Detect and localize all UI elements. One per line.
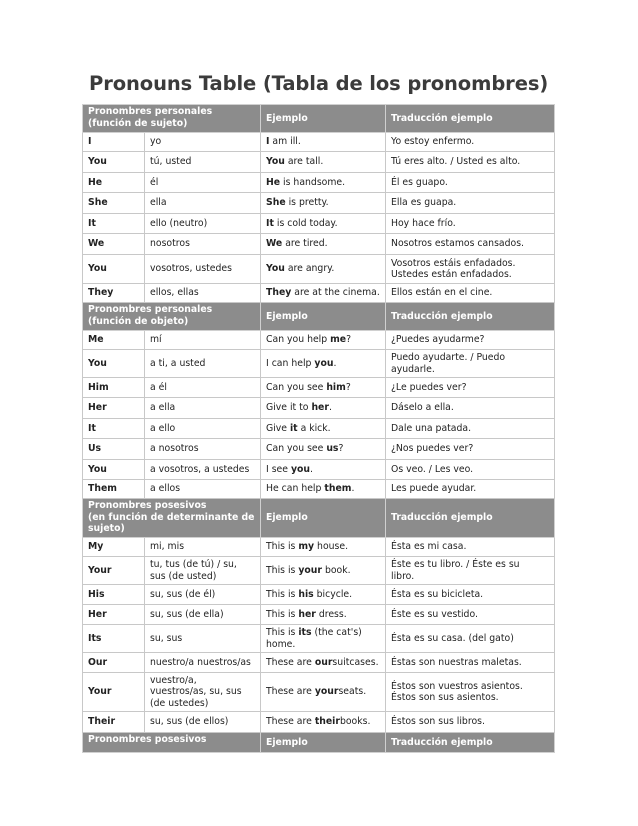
cell-text: their [314,716,340,728]
cell-text: me [330,334,347,346]
pronoun-cell: Her [83,398,145,419]
page-title: Pronouns Table (Tabla de los pronombres) [89,72,549,95]
section-header-title [83,733,261,753]
translation-line: libro. [391,570,415,582]
pronoun-cell: It [83,214,145,234]
translation-cell [386,538,555,557]
cell-text: my [298,541,315,553]
pronoun-cell: Their [83,712,145,733]
cell-text: are angry. [284,263,335,275]
cell-text: She [266,197,286,209]
translation-line: Ellos están en el cine. [391,287,493,299]
pronoun-cell: His [83,585,145,605]
example-cell [261,398,386,419]
translation-line: Dale una patada. [391,422,472,434]
table-row [83,557,555,585]
cell-text: ? [338,443,344,455]
translation-line: Éstos son sus libros. [391,716,485,728]
example-cell [261,557,386,585]
example-line [266,639,380,651]
translation-cell [386,255,555,284]
spanish-cell [145,234,261,255]
translation-line: Os veo. / Les veo. [391,463,474,475]
cell-text: We [266,238,283,250]
table-row [83,419,555,439]
cell-text: is handsome. [280,176,346,188]
spanish-cell [145,538,261,557]
cell-text: These are [266,716,315,728]
translation-line: ayudarle. [391,363,435,375]
cell-text: This is [266,627,299,638]
table-row [83,712,555,733]
pronoun-cell: Your [83,557,145,585]
translation-line: Les puede ayudar. [391,483,477,495]
spanish-line: nuestro/a nuestros/as [150,656,251,668]
example-cell [261,673,386,712]
example-cell [261,419,386,439]
translation-line: Éste es tu libro. / Éste es su [391,559,520,570]
spanish-cell [145,255,261,284]
pronoun-cell: Our [83,653,145,673]
spanish-line: su, sus (de ella) [150,608,224,620]
spanish-cell [145,557,261,585]
translation-cell [386,350,555,378]
cell-text: house. [314,541,349,553]
cell-text: suitcases. [332,656,379,668]
table-row [83,538,555,557]
example-line [266,627,380,639]
spanish-line: a ti, a usted [150,357,206,369]
column-header-ejemplo: Ejemplo [261,303,386,331]
table-row [83,673,555,712]
cell-text: I [266,136,270,148]
translation-line: Ésta es su bicicleta. [391,588,484,600]
translation-cell [386,605,555,625]
example-cell [261,605,386,625]
table-row [83,234,555,255]
pronoun-cell: She [83,193,145,214]
table-row [83,193,555,214]
column-header-ejemplo: Ejemplo [261,105,386,133]
section-header-line: (en función de determinante de [88,511,255,523]
column-header-ejemplo: Ejemplo [261,733,386,753]
translation-cell [386,152,555,173]
table-row [83,653,555,673]
column-header-traduccion: Traducción ejemplo [386,733,555,753]
spanish-cell [145,480,261,499]
translation-cell [386,398,555,419]
pronoun-cell: We [83,234,145,255]
table-row [83,625,555,653]
spanish-line: vuestro/a, [150,674,197,686]
translation-cell [386,712,555,733]
cell-text: It [266,217,274,229]
cell-text: us [326,443,339,455]
pronoun-cell: You [83,255,145,284]
spanish-cell [145,605,261,625]
table-row [83,350,555,378]
pronouns-table [82,104,555,753]
spanish-line: tu, tus (de tú) / su, [150,559,237,570]
spanish-cell [145,419,261,439]
spanish-line: ella [150,197,167,209]
spanish-cell [145,133,261,152]
cell-text: These are [266,686,315,698]
pronouns-table-body [83,105,555,753]
table-row [83,378,555,398]
cell-text: home. [266,638,296,650]
cell-text: his [298,588,314,600]
cell-text: They [266,287,292,299]
spanish-cell [145,173,261,193]
spanish-cell [145,284,261,303]
translation-line: Éstos son vuestros asientos. [391,680,523,692]
example-cell [261,538,386,557]
table-row [83,214,555,234]
example-cell [261,378,386,398]
translation-cell [386,480,555,499]
column-header-traduccion: Traducción ejemplo [386,303,555,331]
translation-cell [386,173,555,193]
spanish-cell [145,193,261,214]
cell-text: it [289,422,298,434]
table-row [83,284,555,303]
translation-cell [386,625,555,653]
spanish-cell [145,585,261,605]
section-header-row [83,733,555,753]
pronoun-cell: It [83,419,145,439]
table-row [83,133,555,152]
spanish-line: a vosotros, a ustedes [150,463,250,475]
cell-text: Can you see [266,381,327,393]
pronoun-cell: Us [83,439,145,460]
translation-cell [386,133,555,152]
cell-text: These are [266,656,315,668]
cell-text: her [311,402,329,414]
section-header-row [83,303,555,331]
table-row [83,460,555,480]
table-row [83,585,555,605]
spanish-cell [145,214,261,234]
section-header-title [83,105,261,133]
cell-text: . [328,402,332,414]
example-cell [261,439,386,460]
cell-text: dress. [315,608,347,620]
spanish-line: a él [150,381,167,393]
spanish-line: a nosotros [150,443,199,455]
cell-text: books. [339,716,371,728]
pronoun-cell: Him [83,378,145,398]
spanish-cell [145,350,261,378]
translation-cell [386,460,555,480]
cell-text: her [298,608,316,620]
cell-text: I see [266,463,291,475]
spanish-line: sus (de usted) [150,570,217,582]
translation-cell [386,419,555,439]
example-cell [261,173,386,193]
cell-text: . [333,357,337,369]
spanish-cell [145,398,261,419]
section-header-line: Pronombres posesivos [88,734,207,745]
table-row [83,605,555,625]
cell-text: Give [266,422,290,434]
translation-line: Yo estoy enfermo. [391,136,475,148]
spanish-line: (de ustedes) [150,697,209,709]
translation-line: Ésta es su casa. (del gato) [391,632,514,644]
spanish-cell [145,378,261,398]
pronoun-cell: You [83,460,145,480]
translation-line: ¿Nos puedes ver? [391,443,474,455]
translation-line: Éste es su vestido. [391,608,478,620]
cell-text: You [266,263,285,275]
spanish-cell [145,673,261,712]
section-header-title [83,499,261,538]
spanish-cell [145,712,261,733]
pronoun-cell: You [83,350,145,378]
cell-text: Can you see [266,443,327,455]
spanish-line: mí [150,334,162,346]
pronoun-cell: Your [83,673,145,712]
section-header-line: Pronombres personales [88,106,213,117]
section-header-line: (función de sujeto) [88,117,188,129]
translation-cell [386,673,555,712]
table-row [83,152,555,173]
translation-cell [386,331,555,350]
cell-text: is pretty. [285,197,329,209]
translation-cell [386,585,555,605]
cell-text: book. [322,564,351,576]
cell-text: . [351,483,355,495]
pronoun-cell: Her [83,605,145,625]
table-row [83,398,555,419]
translation-cell [386,378,555,398]
spanish-line: su, sus [150,632,183,644]
cell-text: are at the cinema. [291,287,380,299]
section-header-line: (función de objeto) [88,315,189,327]
translation-line: Éstas son nuestras maletas. [391,656,522,668]
cell-text: Give it to [266,402,312,414]
spanish-cell [145,460,261,480]
spanish-line: vosotros, ustedes [150,263,232,275]
translation-line: ¿Le puedes ver? [391,381,467,393]
section-header-row [83,105,555,133]
spanish-line: tú, usted [150,156,192,168]
example-cell [261,350,386,378]
spanish-cell [145,439,261,460]
cell-text: our [314,656,333,668]
section-header-line: Pronombres posesivos [88,500,207,511]
table-row [83,480,555,499]
spanish-line: a ellos [150,483,181,495]
translation-cell [386,439,555,460]
spanish-cell [145,331,261,350]
example-cell [261,152,386,173]
example-cell [261,214,386,234]
cell-text: is cold today. [273,217,338,229]
example-cell [261,653,386,673]
table-row [83,331,555,350]
pronoun-cell: I [83,133,145,152]
spanish-line: su, sus (de ellos) [150,716,229,728]
translation-line: Hoy hace frío. [391,217,456,229]
cell-text: He can help [266,483,325,495]
spanish-cell [145,152,261,173]
translation-line: Él es guapo. [391,176,448,188]
cell-text: You [266,156,285,168]
cell-text: bicycle. [313,588,353,600]
column-header-ejemplo: Ejemplo [261,499,386,538]
table-row [83,255,555,284]
example-cell [261,712,386,733]
cell-text: (the cat's) [311,627,362,638]
cell-text: its [298,627,312,638]
section-header-line: Pronombres personales [88,304,213,315]
cell-text: your [298,564,322,576]
translation-line: Ésta es mi casa. [391,541,467,553]
translation-line: Ustedes están enfadados. [391,269,512,280]
example-cell [261,284,386,303]
spanish-line: su, sus (de él) [150,588,216,600]
pronoun-cell: Me [83,331,145,350]
example-cell [261,480,386,499]
cell-text: him [326,381,346,393]
cell-text: I can help [266,357,315,369]
translation-line: Puedo ayudarte. / Puedo [391,352,506,363]
cell-text: them [324,483,352,495]
cell-text: seats. [338,686,367,698]
cell-text: Can you help [266,334,331,346]
translation-line: Nosotros estamos cansados. [391,238,525,250]
example-cell [261,625,386,653]
translation-line: Dáselo a ella. [391,402,454,414]
example-cell [261,133,386,152]
spanish-line: ello (neutro) [150,217,208,229]
pronoun-cell: Its [83,625,145,653]
translation-cell [386,653,555,673]
cell-text: your [314,686,339,698]
cell-text: am ill. [269,136,301,148]
table-row [83,439,555,460]
cell-text: This is [266,564,299,576]
spanish-line: a ella [150,402,176,414]
column-header-traduccion: Traducción ejemplo [386,105,555,133]
cell-text: ? [345,381,351,393]
translation-cell [386,284,555,303]
cell-text: This is [266,541,299,553]
cell-text: He [266,176,281,188]
cell-text: are tired. [282,238,328,250]
cell-text: you [314,357,334,369]
cell-text: you [290,463,311,475]
pronoun-cell: He [83,173,145,193]
translation-line: Éstos son sus asientos. [391,692,499,703]
example-cell [261,234,386,255]
translation-line: Tú eres alto. / Usted es alto. [391,156,521,168]
spanish-line: nosotros [150,238,190,250]
translation-cell [386,557,555,585]
column-header-traduccion: Traducción ejemplo [386,499,555,538]
example-cell [261,331,386,350]
cell-text: . [310,463,313,475]
cell-text: are tall. [284,156,324,168]
example-cell [261,585,386,605]
spanish-line: él [150,176,159,188]
spanish-line: vuestros/as, su, sus [150,686,242,698]
pronoun-cell: Them [83,480,145,499]
table-row [83,173,555,193]
translation-cell [386,193,555,214]
example-cell [261,255,386,284]
spanish-line: yo [150,136,162,148]
translation-line: Ella es guapa. [391,197,457,209]
spanish-line: mi, mis [150,541,185,553]
translation-cell [386,234,555,255]
cell-text: This is [266,588,299,600]
pronoun-cell: My [83,538,145,557]
cell-text: This is [266,608,299,620]
example-cell [261,193,386,214]
section-header-title [83,303,261,331]
translation-line: Vosotros estáis enfadados. [391,257,516,269]
cell-text: a kick. [297,422,331,434]
translation-cell [386,214,555,234]
spanish-cell [145,653,261,673]
cell-text: ? [346,334,352,346]
section-header-line: sujeto) [88,523,125,534]
pronoun-cell: They [83,284,145,303]
translation-line: ¿Puedes ayudarme? [391,334,485,346]
example-cell [261,460,386,480]
section-header-row [83,499,555,538]
spanish-line: ellos, ellas [150,287,199,299]
spanish-cell [145,625,261,653]
spanish-line: a ello [150,422,176,434]
pronoun-cell: You [83,152,145,173]
